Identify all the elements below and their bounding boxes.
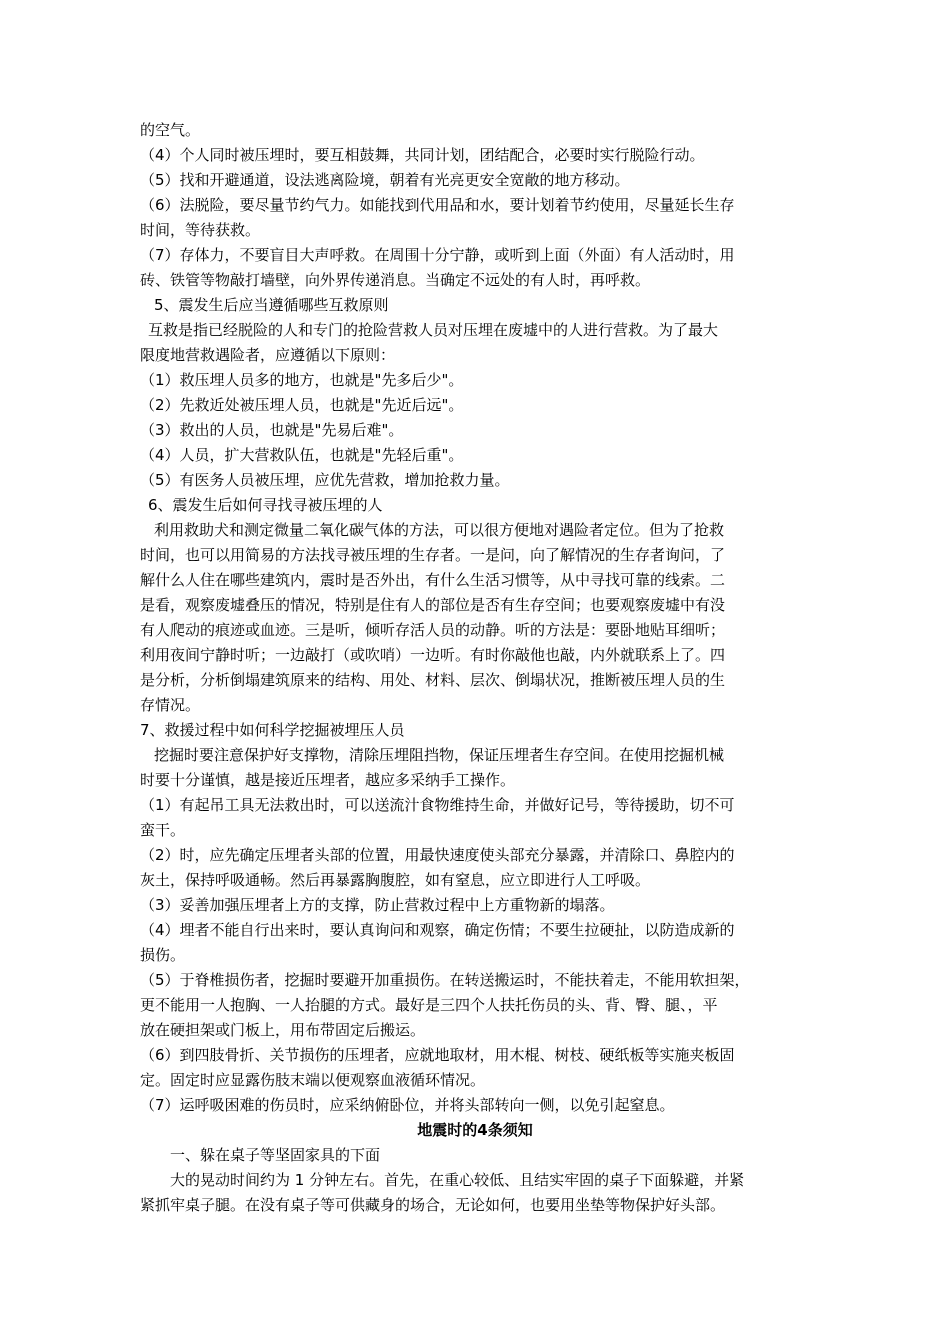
text-line: （2）时，应先确定压埋者头部的位置，用最快速度使头部充分暴露，并清除口、鼻腔内的	[140, 846, 735, 864]
text-line: 6、震发生后如何寻找寻被压埋的人	[148, 496, 383, 514]
text-line: 是分析，分析倒塌建筑原来的结构、用处、材料、层次、倒塌状况，推断被压埋人员的生	[140, 671, 726, 689]
text-line: 限度地营救遇险者，应遵循以下原则：	[140, 346, 396, 364]
text-line: （7）存体力，不要盲目大声呼救。在周围十分宁静，或听到上面（外面）有人活动时，用	[140, 246, 735, 264]
text-line: （7）运呼吸困难的伤员时，应采纳俯卧位，并将头部转向一侧，以免引起窒息。	[140, 1096, 675, 1114]
text-line: 一、躲在桌子等坚固家具的下面	[170, 1146, 381, 1164]
text-line: 定。固定时应显露伤肢末端以便观察血液循环情况。	[140, 1071, 486, 1089]
text-line: 利用救助犬和测定微量二氧化碳气体的方法，可以很方便地对遇险者定位。但为了抢救	[154, 521, 725, 539]
text-line: 挖掘时要注意保护好支撑物，清除压埋阻挡物，保证压埋者生存空间。在使用挖掘机械	[154, 746, 725, 764]
text-line: 时要十分谨慎，越是接近压埋者，越应多采纳手工操作。	[140, 771, 516, 789]
text-line: 灰土，保持呼吸通畅。然后再暴露胸腹腔，如有窒息，应立即进行人工呼吸。	[140, 871, 651, 889]
text-line: 5、震发生后应当遵循哪些互救原则	[154, 296, 389, 314]
text-line: （1）有起吊工具无法救出时，可以送流汁食物维持生命，并做好记号，等待援助，切不可	[140, 796, 735, 814]
document-body	[140, 118, 810, 1218]
text-line: 存情况。	[140, 696, 201, 714]
text-line: （5）有医务人员被压埋，应优先营救，增加抢救力量。	[140, 471, 510, 489]
text-line: （4）埋者不能自行出来时，要认真询问和观察，确定伤情；不要生拉硬扯，以防造成新的	[140, 921, 735, 939]
text-line: （4）个人同时被压埋时，要互相鼓舞，共同计划，团结配合，必要时实行脱险行动。	[140, 146, 705, 164]
section-heading: 地震时的4条须知	[417, 1121, 533, 1139]
text-line: （5）于脊椎损伤者，挖掘时要避开加重损伤。在转送搬运时，不能扶着走，不能用软担架，	[140, 971, 750, 989]
text-line: 更不能用一人抱胸、一人抬腿的方式。最好是三四个人扶托伤员的头、背、臀、腿、，平	[140, 996, 718, 1014]
text-line: 7、救援过程中如何科学挖掘被埋压人员	[140, 721, 405, 739]
text-line: （4）人员，扩大营救队伍，也就是"先轻后重"。	[140, 446, 464, 464]
text-line: （1）救压埋人员多的地方，也就是"先多后少"。	[140, 371, 464, 389]
text-line: 紧抓牢桌子腿。在没有桌子等可供藏身的场合，无论如何，也要用坐垫等物保护好头部。	[140, 1196, 726, 1214]
text-line: 时间，也可以用简易的方法找寻被压埋的生存者。一是问，向了解情况的生存者询问，了	[140, 546, 726, 564]
text-line: 时间，等待获救。	[140, 221, 261, 239]
text-line: 砖、铁管等物敲打墙壁，向外界传递消息。当确定不远处的有人时，再呼救。	[140, 271, 651, 289]
text-line: 损伤。	[140, 946, 186, 964]
text-line: （6）到四肢骨折、关节损伤的压埋者，应就地取材，用木棍、树枝、硬纸板等实施夹板固	[140, 1046, 735, 1064]
text-line: 大的晃动时间约为 1 分钟左右。首先，在重心较低、且结实牢固的桌子下面躲避，并紧	[170, 1171, 745, 1189]
text-line: （2）先救近处被压埋人员，也就是"先近后远"。	[140, 396, 464, 414]
text-line: 是看，观察废墟叠压的情况，特别是住有人的部位是否有生存空间；也要观察废墟中有没	[140, 596, 726, 614]
text-line: （5）找和开避通道，设法逃离险境，朝着有光亮更安全宽敞的地方移动。	[140, 171, 630, 189]
text-line: 利用夜间宁静时听；一边敲打（或吹哨）一边听。有时你敲他也敲，内外就联系上了。四	[140, 646, 726, 664]
text-line: 的空气。	[140, 121, 201, 139]
text-line: 放在硬担架或门板上，用布带固定后搬运。	[140, 1021, 426, 1039]
text-line: （6）法脱险，要尽量节约气力。如能找到代用品和水，要计划着节约使用，尽量延长生存	[140, 196, 735, 214]
text-line: （3）救出的人员，也就是"先易后难"。	[140, 421, 404, 439]
text-line: （3）妥善加强压埋者上方的支撑，防止营救过程中上方重物新的塌落。	[140, 896, 615, 914]
text-line: 互救是指已经脱险的人和专门的抢险营救人员对压埋在废墟中的人进行营救。为了最大	[148, 321, 719, 339]
text-line: 蛮干。	[140, 821, 186, 839]
text-line: 有人爬动的痕迹或血迹。三是听，倾听存活人员的动静。听的方法是：要卧地贴耳细听；	[140, 621, 726, 639]
text-line: 解什么人住在哪些建筑内，震时是否外出，有什么生活习惯等，从中寻找可靠的线索。二	[140, 571, 726, 589]
